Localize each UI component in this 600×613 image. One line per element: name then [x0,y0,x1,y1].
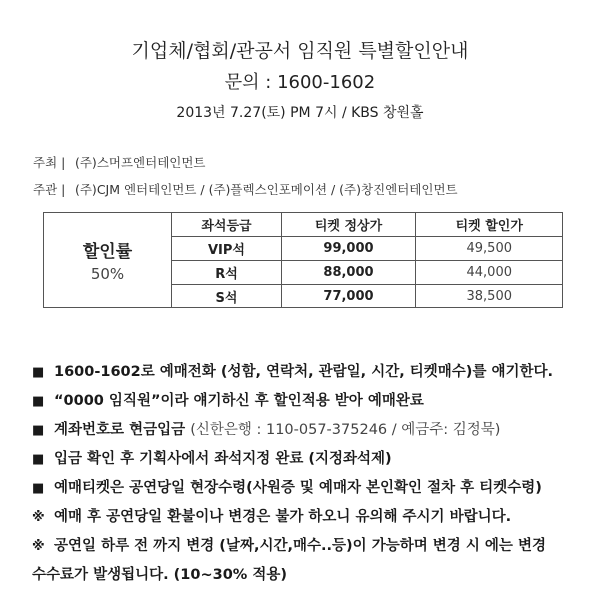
note-text: 공연일 하루 전 까지 변경 (날짜,시간,매수..등)이 가능하며 변경 시 에는 변경 [54,538,546,554]
discount-price: 38,500 [416,285,563,309]
note-text: 입금 확인 후 기획사에서 좌석지정 완료 (지정좌석제) [54,451,392,467]
notice-title: 기업체/협회/관공서 임직원 특별할인안내 [131,40,469,62]
table-row [172,285,563,309]
regular-price: 88,000 [282,261,416,285]
header-discount-price: 티켓 할인가 [416,213,563,237]
note-text: 예매티켓은 공연당일 현장수령(사원증 및 예매자 본인확인 절차 후 티켓수령) [54,480,542,496]
reference-mark-icon: ※ [32,539,45,554]
square-bullet-icon: ■ [32,481,45,496]
table-row [172,261,563,285]
header-seat-grade: 좌석등급 [172,213,282,237]
price-table [171,213,563,308]
host-line [33,153,206,171]
square-bullet-icon: ■ [32,452,45,467]
host-label: 주최 | [33,155,66,170]
list-item [32,358,592,387]
sponsor-label: 주관 | [33,182,66,197]
discount-price: 49,500 [416,237,563,261]
reference-mark-icon: ※ [32,510,45,525]
host-name: (주)스머프엔터테인먼트 [74,155,206,170]
price-table-box [43,212,563,308]
discount-rate-value: 50% [90,265,125,283]
note-text: 예매 후 공연당일 환불이나 변경은 불가 하오니 유의해 주시기 바랍니다. [54,509,512,525]
note-text: “0000 임직원”이라 얘기하신 후 할인적용 받아 예매완료 [54,393,424,409]
header-regular-price: 티켓 정상가 [282,213,416,237]
regular-price: 77,000 [282,285,416,309]
inquiry-phone: 문의 : 1600-1602 [224,72,376,93]
seat-grade: VIP석 [172,237,282,261]
table-row [172,237,563,261]
discount-price: 44,000 [416,261,563,285]
list-item [32,416,592,445]
seat-grade: S석 [172,285,282,309]
list-item [32,532,592,561]
sponsor-names: (주)CJM 엔터테인먼트 / (주)플렉스인포메이션 / (주)창진엔터테인먼트 [74,182,458,197]
bank-account-info: (신한은행 : 110-057-375246 / 예금주: 김정묵) [190,422,501,438]
list-item-continuation [32,561,592,590]
discount-rate-cell [44,213,171,307]
square-bullet-icon: ■ [32,423,45,438]
note-text: 1600-1602로 예매전화 (성함, 연락처, 관람일, 시간, 티켓매수)를 얘기한다. [54,364,554,380]
event-datetime-venue: 2013년 7.27(토) PM 7시 / KBS 창원홀 [176,105,424,121]
list-item [32,387,592,416]
regular-price: 99,000 [282,237,416,261]
note-text: 수수료가 발생됩니다. (10~30% 적용) [32,567,288,583]
note-text: 계좌번호로 현금입금 [54,422,186,438]
square-bullet-icon: ■ [32,365,45,380]
sponsor-line [33,180,458,198]
list-item [32,474,592,503]
discount-rate-label: 할인률 [82,242,133,262]
list-item [32,445,592,474]
list-item [32,503,592,532]
seat-grade: R석 [172,261,282,285]
price-table-header [172,213,563,237]
square-bullet-icon: ■ [32,394,45,409]
instructions-list [32,358,592,590]
